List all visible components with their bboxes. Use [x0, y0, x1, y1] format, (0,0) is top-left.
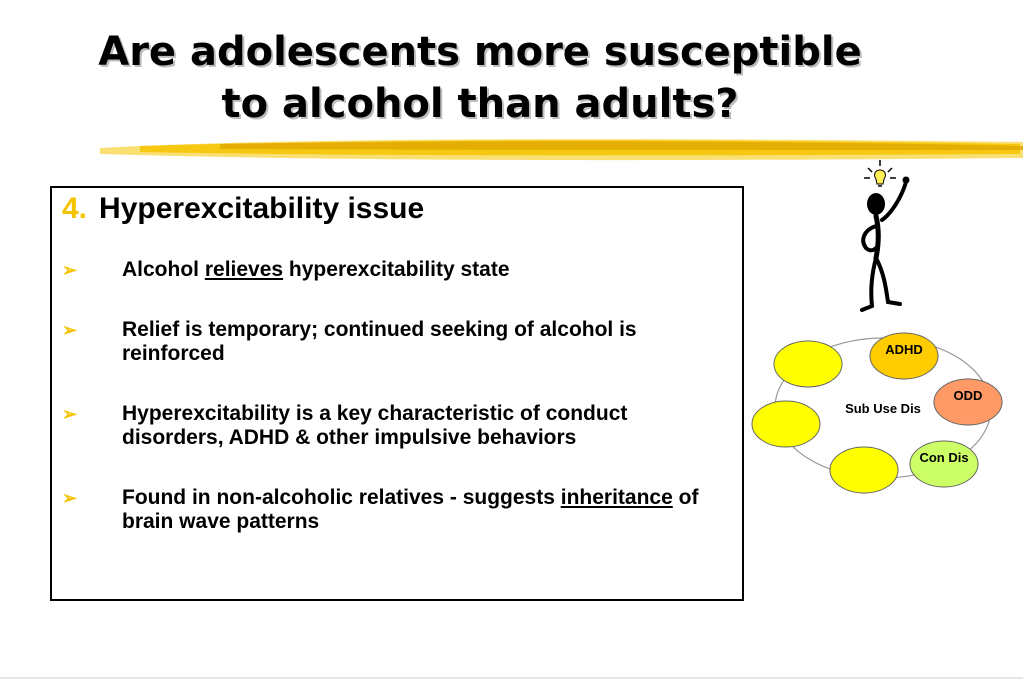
bullet-arrow-icon: ➢: [62, 404, 78, 424]
diagram-node: [870, 333, 938, 379]
section-heading-text: Hyperexcitability issue: [99, 192, 425, 225]
content-box: [50, 186, 744, 601]
bullet-arrow-icon: ➢: [62, 488, 78, 508]
diagram-node-label: ODD: [953, 388, 983, 403]
diagram-node-circle: [752, 401, 820, 447]
diagram-node: [830, 447, 898, 493]
center-label: Sub Use Dis: [845, 401, 921, 416]
diagram-node: [774, 341, 842, 387]
bullet-text: Relief is temporary; continued seeking of alcohol is reinforced: [122, 318, 637, 365]
lightbulb-icon: [864, 160, 896, 186]
diagram-node: [910, 441, 978, 487]
figure-head: [867, 193, 885, 215]
bullet-emphasis: inheritance: [560, 486, 673, 509]
bullet-arrow-icon: ➢: [62, 320, 78, 340]
slide-bottom-rule: [0, 677, 1023, 679]
bullet-item: [62, 258, 722, 282]
bullet-text: Alcohol: [122, 258, 205, 281]
diagram-node-label: Con Dis: [919, 450, 969, 465]
stick-figure-idea-illustration: [840, 158, 920, 318]
section-heading: [62, 192, 424, 226]
bullet-list: [62, 258, 722, 570]
comorbidity-cycle-diagram: [748, 330, 1008, 500]
diagram-node: [752, 401, 820, 447]
section-number: 4.: [62, 192, 88, 225]
bullet-emphasis: relieves: [204, 258, 284, 281]
title-line-1: Are adolescents more susceptible: [98, 29, 862, 75]
diagram-node-label: ADHD: [885, 342, 923, 357]
bullet-text: of brain wave patterns: [122, 486, 699, 533]
bullet-item: [62, 318, 722, 366]
diagram-node-circle: [774, 341, 842, 387]
bullet-arrow-icon: ➢: [62, 260, 78, 280]
bullet-text: Hyperexcitability is a key characteristic of conduct disorders, ADHD & other impulsive behaviors: [122, 402, 628, 449]
title-line-2: to alcohol than adults?: [221, 81, 739, 127]
diagram-node: [934, 379, 1002, 425]
slide-title: [40, 26, 920, 130]
bullet-text: hyperexcitability state: [283, 258, 510, 281]
diagram-node-circle: [830, 447, 898, 493]
bullet-text: Found in non-alcoholic relatives - suggests: [122, 486, 561, 509]
bullet-item: [62, 402, 722, 450]
bullet-item: [62, 486, 722, 534]
